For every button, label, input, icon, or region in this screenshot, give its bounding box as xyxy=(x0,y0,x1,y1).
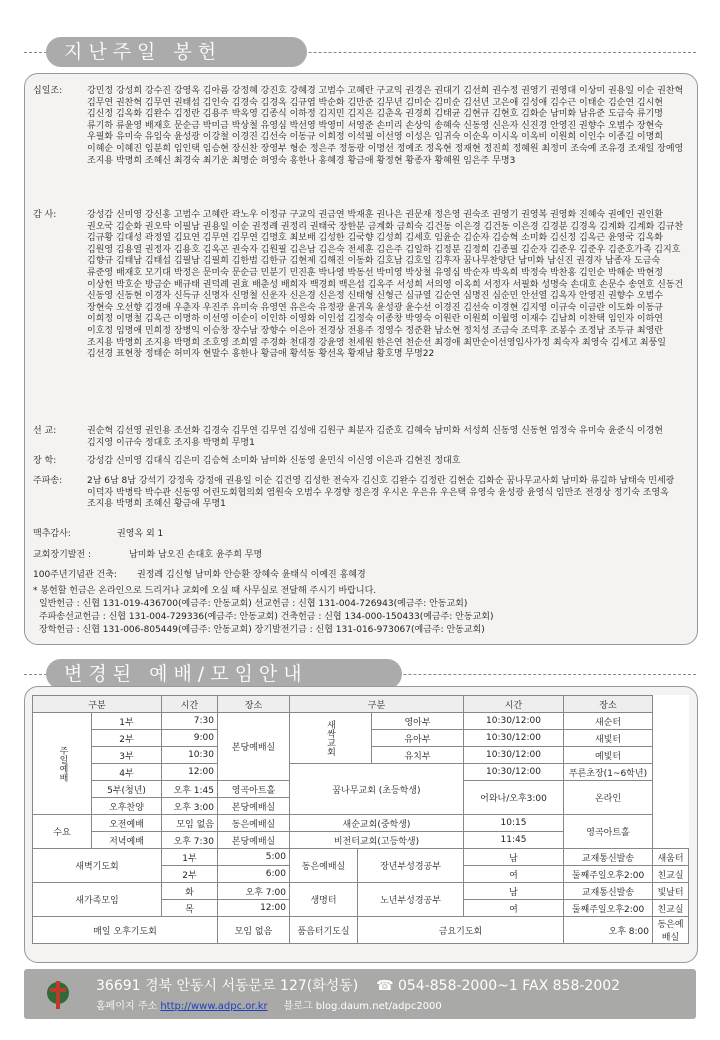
offering-label: 선 교: xyxy=(33,426,57,436)
service-time: 모임 없음 xyxy=(162,815,218,832)
service-name: 3부 xyxy=(92,747,162,764)
service-place: 생명터 xyxy=(290,883,358,917)
dept-time: 10:30/12:00 xyxy=(464,730,564,747)
dept-name: 유아부 xyxy=(372,730,464,747)
dept-place: 예빛터 xyxy=(564,747,653,764)
service-time: 모임 없음 xyxy=(218,917,290,944)
offering-label: 맥추감사: xyxy=(33,529,71,539)
offering-scholarship xyxy=(33,456,688,468)
dept-time: 10:15 xyxy=(464,815,564,832)
service-place: 본당예배실 xyxy=(218,798,290,815)
table-row xyxy=(33,883,689,900)
offering-mission xyxy=(33,426,688,449)
service-name: 2부 xyxy=(162,866,218,883)
offering-names: 권정례 김신형 남미화 안승환 장혜숙 윤태식 이예진 홍혜경 xyxy=(137,570,366,580)
dept-place: 푸른초장(1~6학년) xyxy=(564,764,653,781)
offering-label: 교회장기발전 : xyxy=(33,550,92,560)
table-row xyxy=(33,849,689,866)
offering-names: 권영옥 외 1 xyxy=(117,529,164,539)
dept-name: 새순교회(중학생) xyxy=(290,815,464,832)
offering-label: 100주년기념관 건축: xyxy=(33,570,117,580)
schedule-table xyxy=(32,695,689,944)
dept-place: 영곡아트홀 xyxy=(564,815,653,849)
offering-notes xyxy=(33,585,493,637)
study-time: 교재통신발송 xyxy=(564,883,653,900)
note-line: * 봉헌할 헌금은 온라인으로 드리거나 교회에 오실 때 사무실로 전달해 주시기 바랍니다. xyxy=(33,586,377,596)
dept-time: 오후 8:00 xyxy=(564,917,653,944)
service-time: 5:00 xyxy=(218,849,290,866)
service-name: 2부 xyxy=(92,730,162,747)
study-place: 새움터 xyxy=(653,849,689,866)
service-time: 오후 7:30 xyxy=(162,832,218,849)
service-name: 4부 xyxy=(92,764,162,781)
schedule-section-title: 변경된 예배/모임안내 xyxy=(46,659,402,689)
service-time: 7:30 xyxy=(162,713,218,730)
service-place: 영곡아트홀 xyxy=(218,781,290,798)
monthly-label: 매일 오후기도회 xyxy=(33,917,218,944)
church-cross-icon xyxy=(46,979,70,1011)
table-row xyxy=(33,815,689,832)
note-line: 장학헌금 : 신협 131-006-805449(예금주: 안동교회) 장기발전기금 : 신협 131-016-973067(예금주: 안동교회) xyxy=(39,625,485,635)
offering-box xyxy=(24,73,698,645)
table-row xyxy=(33,713,689,730)
service-place: 본당예배실 xyxy=(218,713,290,781)
note-line: 주파송선교헌금 : 신협 131-004-729336(예금주: 안동교회) 건축헌금 : 신협 134-000-150433(예금주: 안동교회) xyxy=(39,612,494,622)
dept-name: 비전터교회(고등학생) xyxy=(290,832,464,849)
family-label: 새가족모임 xyxy=(33,883,162,917)
table-row xyxy=(33,917,689,944)
dept-time: 10:30/12:00 xyxy=(464,713,564,730)
offering-tithe xyxy=(33,86,688,167)
phone-text: ☎ 054-858-2000~1 FAX 858-2002 xyxy=(376,978,621,994)
wed-label: 수요 xyxy=(33,815,92,849)
offering-label: 주파송: xyxy=(33,476,63,486)
offering-label: 감 사: xyxy=(33,210,57,220)
service-time: 오후 1:45 xyxy=(162,781,218,798)
study-gender: 여 xyxy=(464,900,564,917)
study-place: 빛날터 xyxy=(653,883,689,900)
study-place: 친교실 xyxy=(653,866,689,883)
address-text: 36691 경북 안동시 서동문로 127(화성동) xyxy=(96,978,359,994)
schedule-box xyxy=(24,686,698,963)
service-place: 품음터기도실 xyxy=(290,917,358,944)
study-time: 교재통신발송 xyxy=(564,849,653,866)
dept-place: 새순터 xyxy=(564,713,653,730)
sunday-label: 주일예배 xyxy=(33,713,92,815)
service-name: 5부(청년) xyxy=(92,781,162,798)
dept-time: 10:30/12:00 xyxy=(464,764,564,781)
service-place: 본당예배실 xyxy=(218,832,290,849)
study-gender: 남 xyxy=(464,883,564,900)
study-gender: 남 xyxy=(464,849,564,866)
service-place: 동은예배실 xyxy=(290,849,358,883)
footer xyxy=(24,969,696,1019)
offering-extra-line xyxy=(33,526,163,539)
dept-name: 금요기도회 xyxy=(358,917,564,944)
col-header: 구분 xyxy=(290,696,464,713)
offering-dispatch xyxy=(33,476,688,511)
dept-time: 10:30/12:00 xyxy=(464,747,564,764)
dept-time: 11:45 xyxy=(464,832,564,849)
study-place: 친교실 xyxy=(653,900,689,917)
study-gender: 여 xyxy=(464,866,564,883)
dept-place: 새빛터 xyxy=(564,730,653,747)
service-name: 오전예배 xyxy=(92,815,162,832)
service-name: 저녁예배 xyxy=(92,832,162,849)
table-header xyxy=(33,696,689,713)
note-line: 일반헌금 : 신협 131-019-436700(예금주: 안동교회) 선교헌금 : 신협 131-004-726943(예금주: 안동교회) xyxy=(39,599,468,609)
blog-text: 블로그 blog.daum.net/adpc2000 xyxy=(283,1001,442,1012)
table-row xyxy=(33,764,689,781)
dept-place: 온라인 xyxy=(564,781,653,815)
offering-names: 강민정 강성희 강수진 강영옥 김아름 강정혜 강진호 강혜경 고범수 고혜란 구교익 권경은 권대기 김선희 권수정 권영기 권영대 이상미 권용일 이순 권찬혁 김무연 권찬혁 김무연 권태섭 김인숙 김경숙 김경옥 김규엽 박순화 김만준 김무년 김미순 김미순 김선년 고은애 김성애 김수근 이태순 김순연 김시현 김신정 김옥화 김완수 김정란 김용주 박옥영 김종식 이하정 김지민 김지은 김춘옥 권경희 김태균 김현규 김현호 김화순 남미화 남유준 도금숙 류기명 류기하 류윤영 배재호 문순금 박미금 박상철 유영심 박선영 박영미 서영준 손미리 손상익 송혜숙 신동영 신은자 신진경 안영진 권향수 오범수 장현숙 우필화 유미숙 유임숙 윤성광 이강철 이경진 김선숙 이동규 이희정 이석필 이선영 이성은 임귀숙 이순옥 이시옥 이옥비 이원희 이인수 이종길 이명희 이혜순 이혜진 임분희 임인택 임승현 장신찬 장영부 형순 정은주 정동광 이명선 정예조 정옥현 정재현 정진희 정혜원 최정미 조숙예 조유경 조재일 장예영 조지용 박명희 조혜신 최경숙 최기운 최명순 허영숙 홍한나 홍혜경 황금애 황정현 황종자 황혜원 임은주 무명3 xyxy=(87,86,684,166)
col-header: 시간 xyxy=(464,696,564,713)
home-label: 홈페이지 주소 xyxy=(96,1001,158,1012)
service-name: 1부 xyxy=(162,849,218,866)
service-time: 12:00 xyxy=(162,764,218,781)
offering-label: 십일조: xyxy=(33,86,63,96)
service-name: 화 xyxy=(162,883,218,900)
offering-extra-line xyxy=(33,547,262,560)
school-label: 새싹교회 xyxy=(290,713,372,764)
offering-label: 장 학: xyxy=(33,456,57,466)
dept-place: 동은예배실 xyxy=(653,917,689,944)
offering-names: 2남 6남 8남 강석기 강정욱 강정애 권용일 이순 김건영 김성한 전숙자 김신호 김완수 김정란 김현순 김화순 꿈나무교사회 남미화 류길하 남태숙 민세광 이덕자 박병탁 박수관 신동영 어린도회협의회 염원숙 오범수 우경향 정은경 우시온 우은유 우은택 유영숙 윤성광 윤영식 임만조 전경상 정기숙 조영옥 조지용 박명희 조혜신 황금애 무명1 xyxy=(87,476,675,510)
service-time: 오후 3:00 xyxy=(162,798,218,815)
offering-thanks xyxy=(33,210,688,361)
church-web xyxy=(96,997,442,1012)
service-place: 동은예배실 xyxy=(218,815,290,832)
service-time: 오후 7:00 xyxy=(218,883,290,900)
offering-extra-line xyxy=(33,567,366,580)
study-name: 노년부성경공부 xyxy=(358,883,464,917)
offering-section-title: 지난주일 봉헌 xyxy=(46,37,307,67)
service-time: 9:00 xyxy=(162,730,218,747)
dept-time: 어와나/오후3:00 xyxy=(464,781,564,815)
service-name: 1부 xyxy=(92,713,162,730)
dawn-label: 새벽기도회 xyxy=(33,849,162,883)
service-time: 12:00 xyxy=(218,900,290,917)
study-time: 둘째주일오후2:00 xyxy=(564,900,653,917)
study-time: 둘째주일오후2:00 xyxy=(564,866,653,883)
dept-name: 유치부 xyxy=(372,747,464,764)
offering-names: 강성감 신미영 강신홍 고범수 고혜란 곽노우 이정규 구교익 권금연 박재훈 권나은 권문재 정은영 권숙조 권영기 권영복 권영화 진혜숙 권예인 권인환 권오국 김순화 권오탁 이필남 권용일 이순 권정례 권정리 권태국 장한분 금계화 금희숙 김건동 이은경 김건동 이은경 김경분 김경옥 김계화 김계화 김규찬 김규황 김대성 곽정열 김묘연 김무연 김무연 김명호 최보배 김성한 김국향 김성희 김세호 임윤순 김순자 김승혁 소미화 김신정 김옥근 윤영국 김옥화 김원영 김용열 권정자 김용호 김옥곤 권숙자 김원필 김은남 김은숙 전세훈 김은주 김일하 김정분 김정희 김종필 김순자 김준우 김준우 김준호가족 김지호 김향규 김태남 김태섭 김필남 김필희 김한범 김한규 김현제 김해진 이동화 김호남 김호일 김후자 꿈나무찬양단 남미화 남신진 권경자 남종자 도금숙 류준영 배재호 모기대 박정은 문미숙 문순금 민분기 민진훈 박나영 박동선 박미영 박상철 유영심 박순자 박옥희 박정숙 박찬홍 김인순 박해순 박현정 이상헌 박호순 방금순 배규태 권덕례 권효 배춘성 배희자 백경희 백은섭 김옥주 서성희 서의영 이옥희 서정자 서필화 성명숙 손대호 손문수 송연호 신동건 신동영 신동현 이경자 신득규 신명자 신명철 신운자 신은경 신은정 신태형 신형근 심규열 김순연 심명진 심순민 안선열 김옥자 안영진 권향수 오범수 장현숙 오선향 김경애 우춘자 우진주 유미숙 유영연 유은숙 유정광 윤귀옥 윤성광 윤수선 이경진 김선숙 이경현 김지영 이규숙 이금란 이도화 이동규 이희정 이명철 김옥근 이명하 이선영 이순이 이인하 이영화 이인섭 김정숙 이종창 박영숙 이원란 이원희 이월영 이재수 김남희 이찬택 임인자 이하연 이호정 임명애 민희정 장병익 이승창 장수남 장향수 이은아 전경상 전용주 정영수 정준환 남소현 정치성 조금숙 조덕후 조봉수 조정남 조두규 최영란 조지용 박명희 조지용 박명희 조호영 조희열 주경화 천대경 강윤영 천세원 한은연 천순선 최경애 최만순이선영임사가정 최숙자 최영숙 김세고 최풍일 김선경 표현창 정태순 허미자 현말수 홍한나 황금애 황석동 황선옥 황재남 황호명 무명22 xyxy=(87,210,684,360)
home-link[interactable]: http://www.adpc.or.kr xyxy=(160,1001,268,1012)
col-header: 장소 xyxy=(218,696,290,713)
service-name: 목 xyxy=(162,900,218,917)
offering-names: 권순혁 김선영 권인용 조선화 김경숙 김무연 김무연 김성애 김원구 최분자 김준호 김혜숙 남미화 서성희 신동영 신동현 엄정숙 유미숙 윤준식 이경현 김지영 이규숙 정대호 조지용 박명희 무명1 xyxy=(87,426,663,448)
kkum-name: 꿈나무교회 (초등학생) xyxy=(290,764,464,815)
offering-names: 남미화 남오진 손대호 윤주희 무명 xyxy=(129,550,263,560)
service-time: 10:30 xyxy=(162,747,218,764)
offering-names: 강성감 신미영 김대식 김은미 김승혁 소미화 남미화 신동영 윤민식 이신영 이은과 김현진 정대호 xyxy=(87,456,461,466)
col-header: 구분 xyxy=(33,696,162,713)
study-name: 장년부성경공부 xyxy=(358,849,464,883)
service-time: 6:00 xyxy=(218,866,290,883)
service-name: 오후찬양 xyxy=(92,798,162,815)
church-address xyxy=(96,975,620,995)
dept-name: 영아부 xyxy=(372,713,464,730)
col-header: 장소 xyxy=(564,696,653,713)
col-header: 시간 xyxy=(162,696,218,713)
